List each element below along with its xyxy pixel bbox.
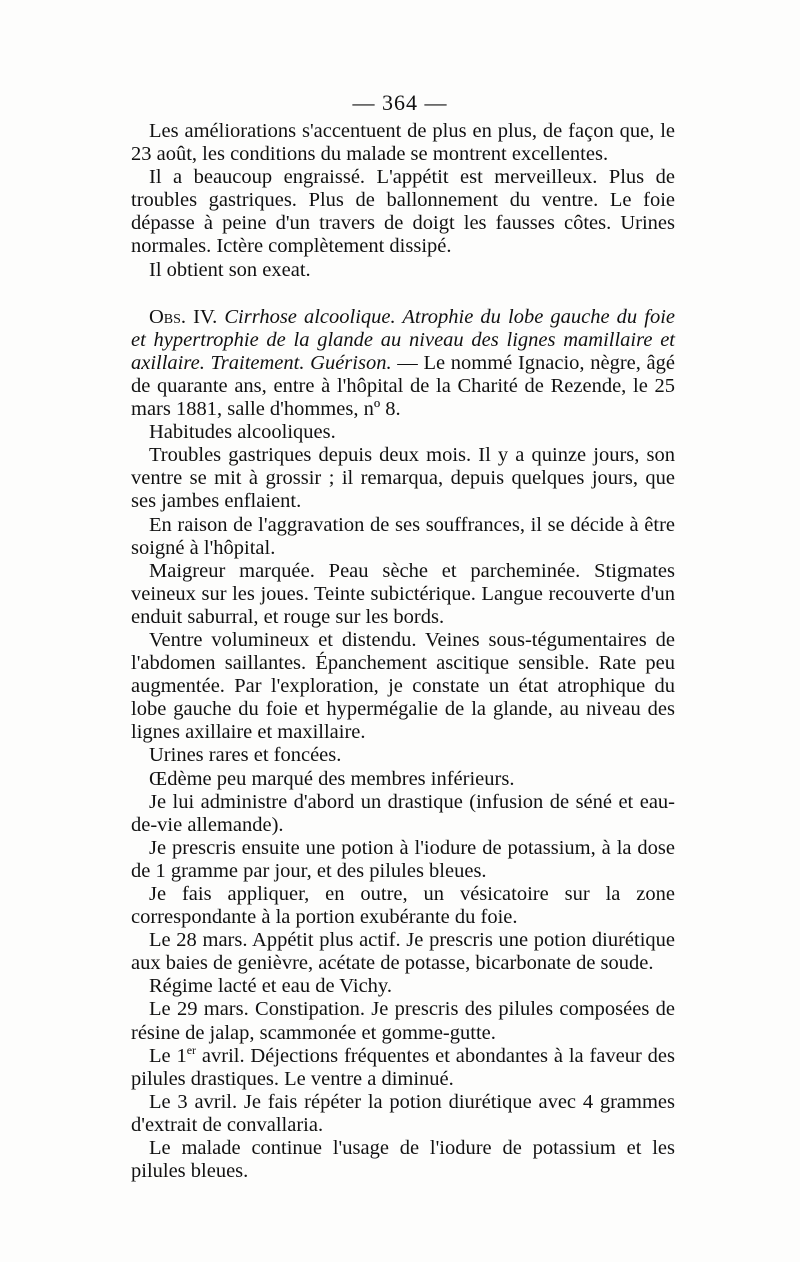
- april-first-prefix: Le 1: [149, 1044, 187, 1067]
- paragraph: Habitudes alcooliques.: [149, 421, 336, 444]
- paragraph: Je lui administre d'abord un drastique (infusion de séné et eau-de-vie allemande).: [131, 790, 675, 836]
- observation-label: Obs. IV.: [149, 305, 218, 328]
- paragraph: Il a beaucoup engraissé. L'appétit est merveilleux. Plus de troubles gastriques. Plus de ballonnement du ventre. Le foie dépasse à peine d'un travers de doigt les fausses côtes. Urines normales. Ictère complètement dissipé.: [131, 166, 675, 258]
- april-first-text: avril. Déjections fréquentes et abondantes à la faveur des pilules drastiques. Le ventre a diminué.: [131, 1044, 675, 1090]
- paragraph: Le 29 mars. Constipation. Je prescris des pilules composées de résine de jalap, scammonée et gomme-gutte.: [131, 998, 675, 1044]
- paragraph: Urines rares et foncées.: [149, 744, 342, 767]
- paragraph: Le malade continue l'usage de l'iodure de potassium et les pilules bleues.: [131, 1137, 675, 1183]
- paragraph: Troubles gastriques depuis deux mois. Il y a quinze jours, son ventre se mit à grossir ; il remarqua, depuis quelques jours, que ses jambes enflaient.: [131, 444, 675, 513]
- ordinal-superscript: er: [186, 1042, 197, 1057]
- paragraph: Maigreur marquée. Peau sèche et parcheminée. Stigmates veineux sur les joues. Teinte subictérique. Langue recouverte d'un enduit saburral, et rouge sur les bords.: [131, 559, 675, 628]
- paragraph: Ventre volumineux et distendu. Veines sous-tégumentaires de l'abdomen saillantes. Épanchement ascitique sensible. Rate peu augmentée. Par l'exploration, je constate un état atrophique du lobe gauche du foie et hypermégalie de la glande, au niveau des lignes axillaire et maxillaire.: [131, 628, 675, 744]
- observation-heading: [131, 306, 675, 421]
- paragraph: En raison de l'aggravation de ses souffrances, il se décide à être soigné à l'hôpital.: [131, 513, 675, 559]
- paragraph: Œdème peu marqué des membres inférieurs.: [149, 767, 515, 790]
- paragraph: Il obtient son exeat.: [149, 258, 311, 281]
- paragraph: Les améliorations s'accentuent de plus en plus, de façon que, le 23 août, les conditions du malade se montrent excellentes.: [131, 120, 675, 166]
- paragraph: Le 28 mars. Appétit plus actif. Je prescris une potion diurétique aux baies de genièvre, acétate de potasse, bicarbonate de soude.: [131, 929, 675, 975]
- observation-intro: — Le nommé Ignacio, nègre, âgé de quarante ans, entre à l'hôpital de la Charité de Rezende, le 25 mars 1881, salle d'hommes, nº 8.: [131, 351, 675, 421]
- paragraph: Je fais appliquer, en outre, un vésicatoire sur la zone correspondante à la portion exubérante du foie.: [131, 883, 675, 929]
- body-text: [131, 120, 675, 1183]
- page-number: — 364 —: [352, 90, 448, 115]
- observation-title: Cirrhose alcoolique. Atrophie du lobe gauche du foie et hypertrophie de la glande au niveau des lignes mamillaire et axillaire. Traitement. Guérison.: [131, 305, 676, 374]
- paragraph: Je prescris ensuite une potion à l'iodure de potassium, à la dose de 1 gramme par jour, et des pilules bleues.: [131, 836, 675, 882]
- section-gap: [131, 282, 675, 306]
- paragraph-april-first: [131, 1042, 675, 1091]
- paragraph: Le 3 avril. Je fais répéter la potion diurétique avec 4 grammes d'extrait de convallaria.: [131, 1090, 675, 1136]
- paragraph: Régime lacté et eau de Vichy.: [149, 975, 392, 998]
